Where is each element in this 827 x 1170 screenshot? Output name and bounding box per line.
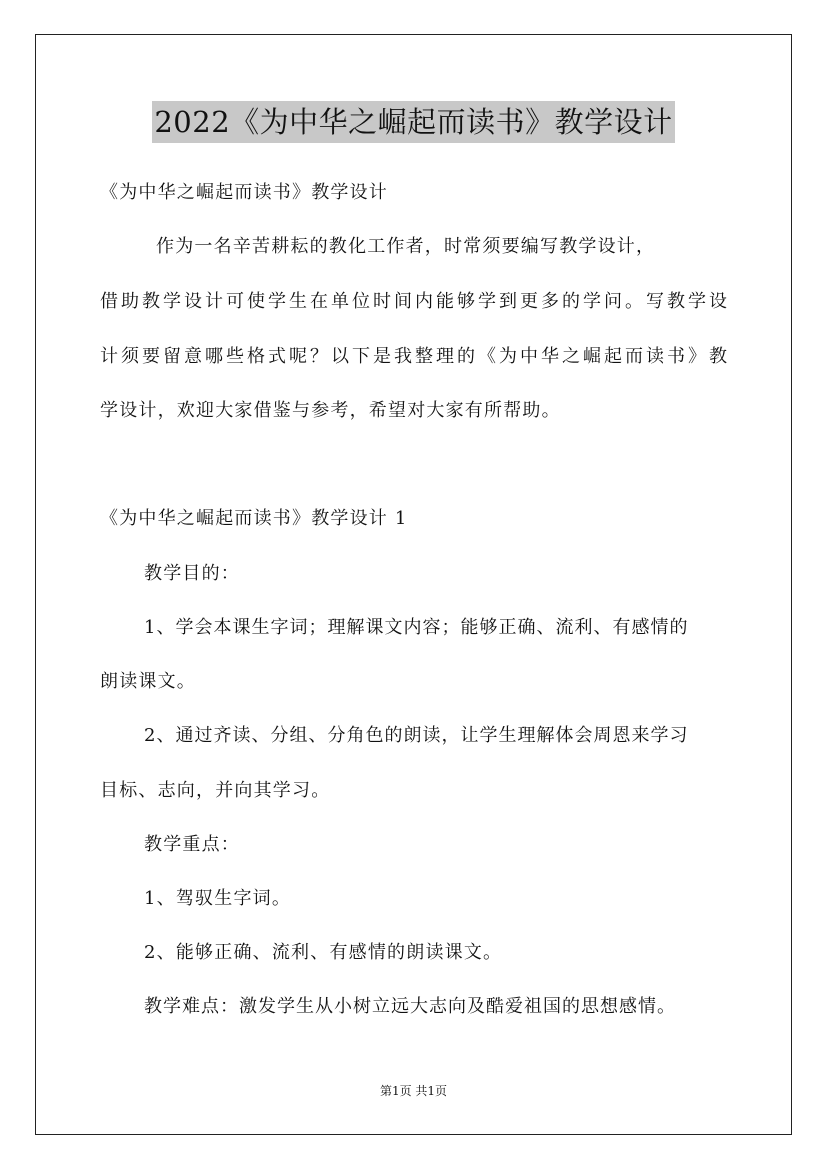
body-line-4: 2、通过齐读、分组、分角色的朗读，让学生理解体会周恩来学习 bbox=[144, 725, 689, 746]
intro-line-2: 借助教学设计可使学生在单位时间内能够学到更多的学问。写教学设 bbox=[100, 291, 727, 312]
body-line-1: 教学目的： bbox=[144, 563, 240, 584]
document-title: 2022《为中华之崛起而读书》教学设计 bbox=[152, 101, 674, 143]
body-line-9: 教学难点：激发学生从小树立远大志向及酷爱祖国的思想感情。 bbox=[144, 996, 676, 1017]
section-heading: 《为中华之崛起而读书》教学设计 1 bbox=[100, 508, 408, 529]
intro-line-4: 学设计，欢迎大家借鉴与参考，希望对大家有所帮助。 bbox=[100, 400, 561, 421]
intro-line-3: 计须要留意哪些格式呢？以下是我整理的《为中华之崛起而读书》教 bbox=[100, 346, 727, 367]
body-line-7: 1、驾驭生字词。 bbox=[144, 888, 292, 909]
title-container bbox=[0, 101, 827, 143]
body-line-2: 1、学会本课生字词；理解课文内容；能够正确、流利、有感情的 bbox=[144, 617, 689, 638]
body-line-8: 2、能够正确、流利、有感情的朗读课文。 bbox=[144, 942, 503, 963]
body-line-6: 教学重点： bbox=[144, 834, 240, 855]
body-line-5: 目标、志向，并向其学习。 bbox=[100, 780, 331, 801]
subtitle: 《为中华之崛起而读书》教学设计 bbox=[100, 182, 388, 203]
page-footer: 第1页 共1页 bbox=[379, 1084, 448, 1098]
intro-line-1: 作为一名辛苦耕耘的教化工作者，时常须要编写教学设计， bbox=[156, 236, 656, 257]
body-line-3: 朗读课文。 bbox=[100, 671, 196, 692]
